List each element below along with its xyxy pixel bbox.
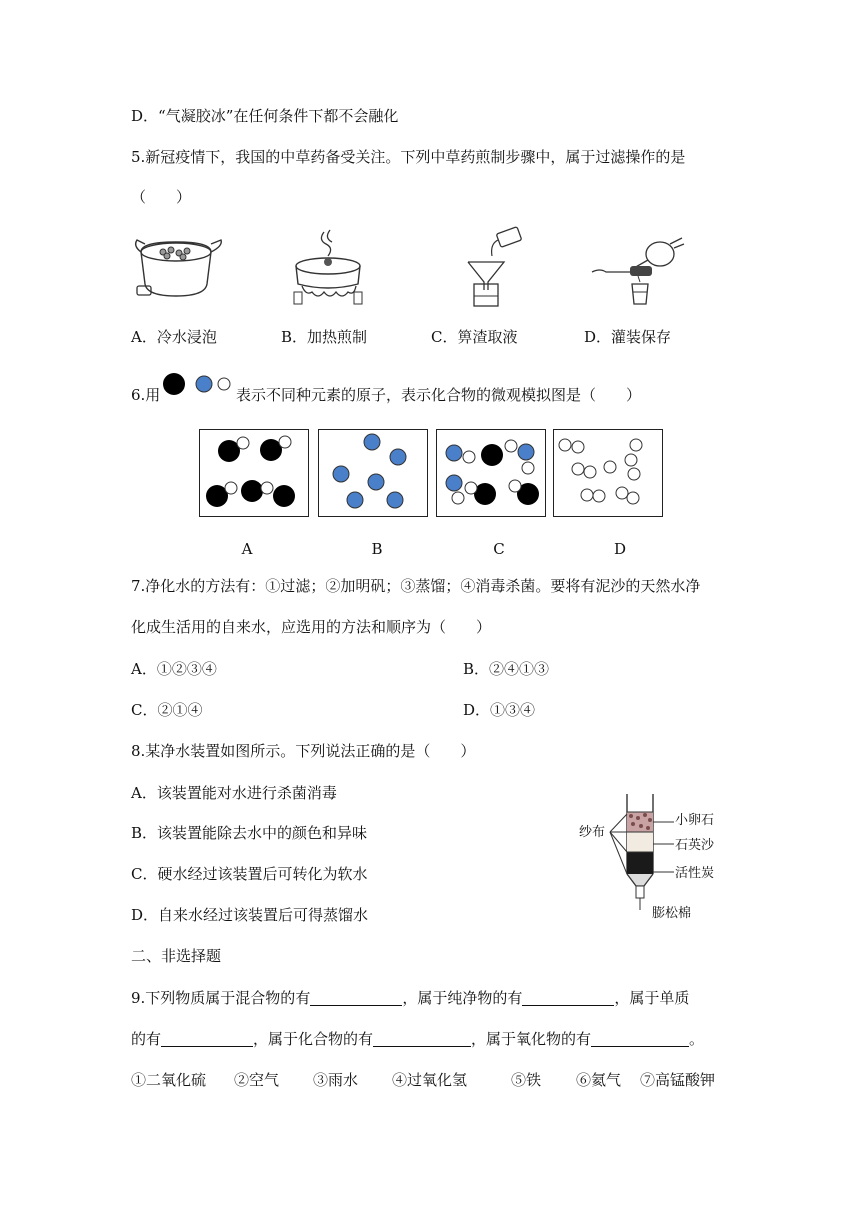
q9-item-4: ④过氧化氢 — [392, 1071, 468, 1089]
water-purifier-figure — [610, 792, 670, 922]
q5-stem: 5.新冠疫情下，我国的中草药备受关注。下列中草药煎制步骤中，属于过滤操作的是 — [131, 148, 686, 166]
carbon-label: 活性炭 — [675, 866, 715, 881]
q6-label-b: B — [371, 540, 383, 558]
sand-label: 石英沙 — [675, 838, 715, 853]
q9-l1-b: ，属于纯净物的有 — [402, 989, 523, 1007]
oxide-blank[interactable] — [591, 1030, 689, 1047]
q5-option-b: B．加热煎制 — [281, 328, 368, 346]
q7-option-b: B．②④①③ — [463, 660, 550, 678]
q7-stem-line1: 7.净化水的方法有：①过滤；②加明矾；③蒸馏；④消毒杀菌。要将有泥沙的天然水净 — [131, 577, 701, 595]
q8-option-b: B．该装置能除去水中的颜色和异味 — [131, 824, 368, 842]
cotton-label: 膨松棉 — [652, 906, 692, 921]
mixture-blank[interactable] — [310, 989, 402, 1006]
q5-option-a: A．冷水浸泡 — [131, 328, 217, 346]
q9-l2-c: ，属于氧化物的有 — [471, 1030, 592, 1048]
q9-item-1: ①二氧化硫 — [131, 1071, 207, 1089]
q7-option-d: D．①③④ — [463, 701, 536, 719]
q9-line1 — [131, 988, 689, 1008]
q9-item-3: ③雨水 — [313, 1071, 359, 1089]
q6-box-d — [553, 429, 663, 517]
q9-l2-a: 的有 — [131, 1030, 162, 1048]
filter-funnel-figure — [464, 228, 524, 308]
q6-label-a: A — [241, 540, 253, 558]
q5-option-c: C．箅渣取液 — [431, 328, 518, 346]
q7-stem-line2: 化成生活用的自来水，应选用的方法和顺序为（ ） — [131, 618, 492, 636]
section2-title: 二、非选择题 — [131, 947, 222, 965]
gauze-label: 纱布 — [579, 825, 606, 840]
q6-suffix: 表示不同种元素的原子，表示化合物的微观模拟图是（ ） — [236, 386, 642, 404]
q8-option-d: D．自来水经过该装置后可得蒸馏水 — [131, 906, 369, 924]
q9-l1-a: 9.下列物质属于混合物的有 — [131, 989, 311, 1007]
q6-prefix: 6.用 — [131, 386, 161, 404]
boiling-pot-figure — [288, 226, 368, 306]
q9-item-7: ⑦高锰酸钾 — [640, 1071, 716, 1089]
q6-label-c: C — [493, 540, 505, 558]
q8-option-a: A．该装置能对水进行杀菌消毒 — [131, 784, 337, 802]
q9-l2-end: 。 — [689, 1030, 705, 1048]
q9-l1-c: ，属于单质 — [614, 989, 690, 1007]
soaking-pot-figure — [131, 232, 226, 304]
q4-option-d: D．“气凝胶冰”在任何条件下都不会融化 — [131, 107, 399, 125]
q6-label-d: D — [613, 540, 627, 558]
q9-item-6: ⑥氦气 — [576, 1071, 622, 1089]
q7-option-c: C．②①④ — [131, 701, 203, 719]
q9-item-5: ⑤铁 — [511, 1071, 542, 1089]
pure-substance-blank[interactable] — [522, 989, 614, 1006]
q6-box-b — [318, 429, 428, 517]
atom-legend — [162, 372, 234, 398]
compound-blank[interactable] — [373, 1030, 471, 1047]
q9-item-2: ②空气 — [234, 1071, 280, 1089]
element-blank[interactable] — [161, 1030, 253, 1047]
q6-box-a — [199, 429, 309, 517]
q6-box-c — [436, 429, 546, 517]
q8-stem: 8.某净水装置如图所示。下列说法正确的是（ ） — [131, 742, 476, 760]
q9-line2 — [131, 1029, 704, 1049]
q8-option-c: C．硬水经过该装置后可转化为软水 — [131, 865, 368, 883]
q7-option-a: A．①②③④ — [131, 660, 217, 678]
q5-bracket: （ ） — [131, 188, 192, 206]
q5-option-d: D．灌装保存 — [584, 328, 672, 346]
q9-l2-b: ，属于化合物的有 — [253, 1030, 374, 1048]
pebbles-label: 小卵石 — [675, 813, 715, 828]
pouring-bottle-figure — [590, 232, 688, 306]
